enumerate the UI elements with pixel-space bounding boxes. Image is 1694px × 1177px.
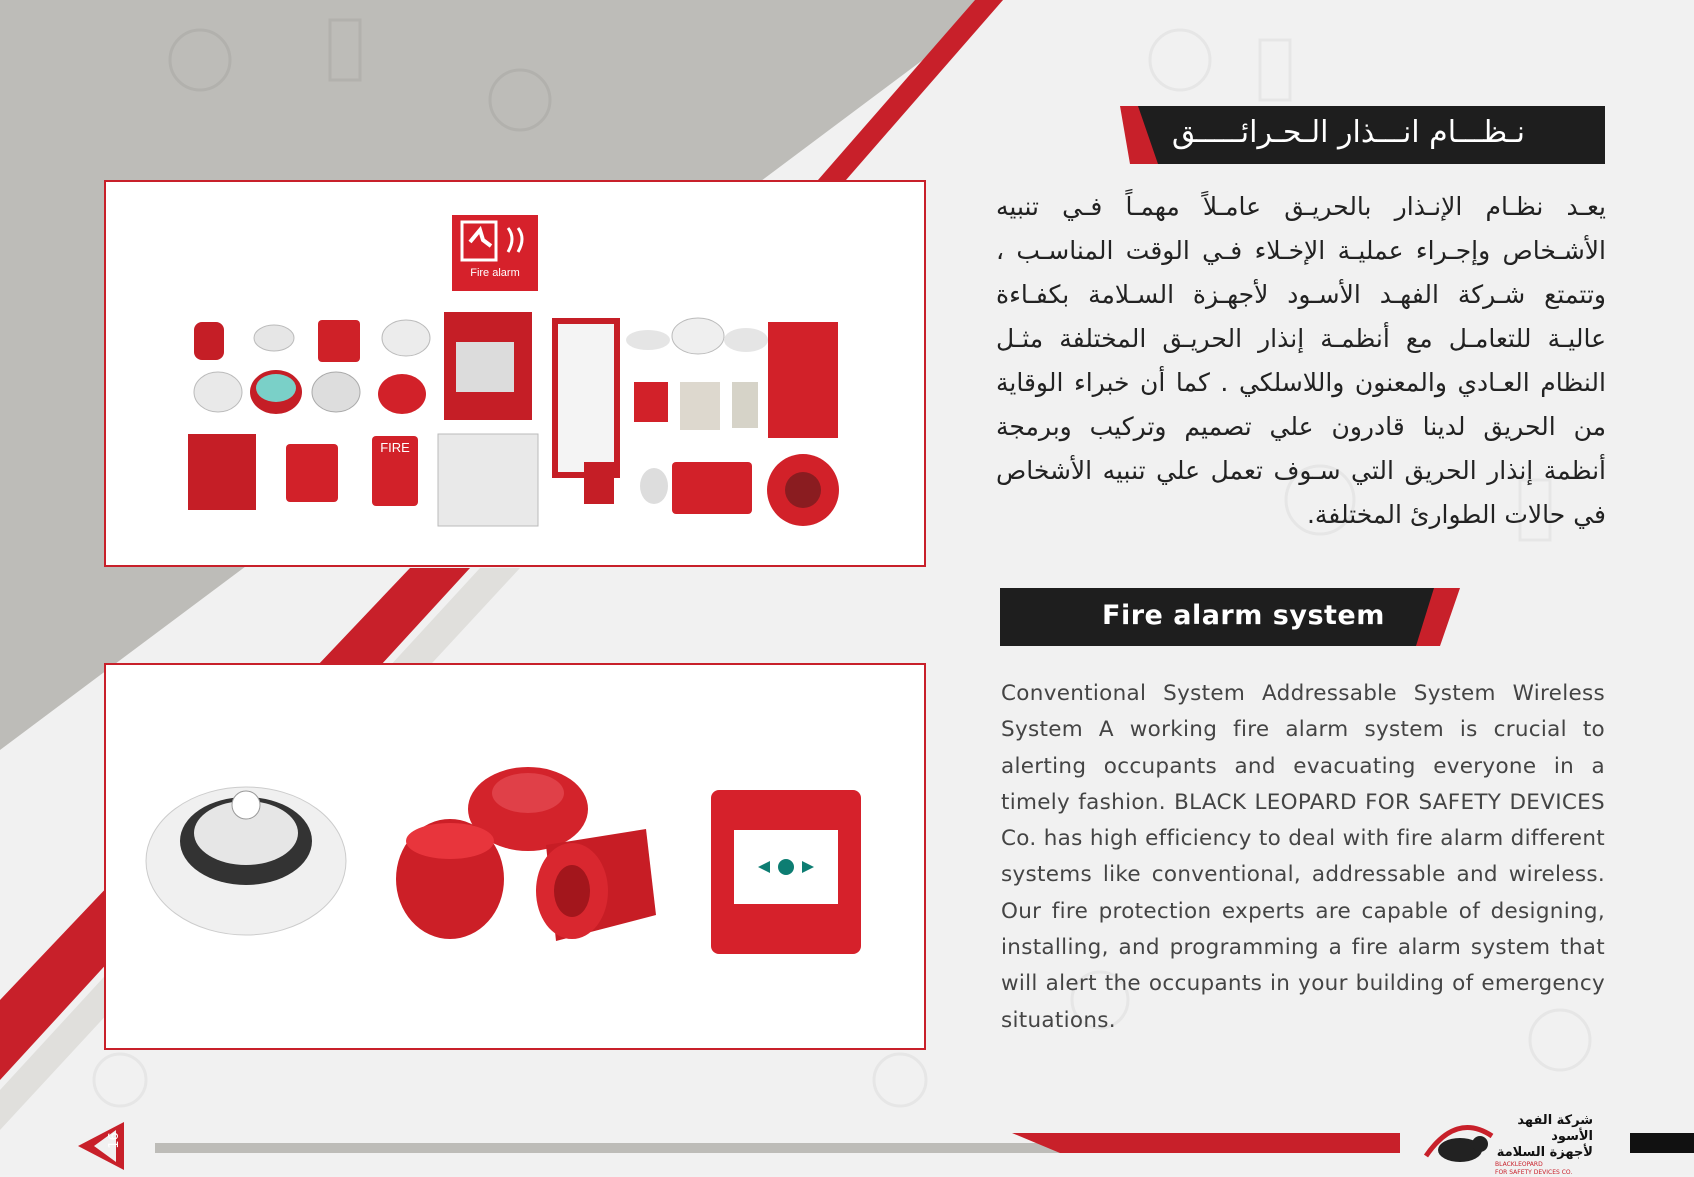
logo-name-ar-1: شركة الفهد الأسود xyxy=(1517,1113,1593,1144)
english-heading-banner xyxy=(1000,588,1460,646)
manual-call-point xyxy=(711,790,861,954)
arabic-heading: نـظـــام انـــذار الـحـرائـــــق xyxy=(1171,115,1525,150)
black-leopard-logo xyxy=(1420,1112,1496,1168)
smoke-detector xyxy=(146,787,346,935)
fire-alarm-products-image xyxy=(104,663,926,1050)
fire-alarm-devices-image xyxy=(104,180,926,567)
english-heading: Fire alarm system xyxy=(1102,600,1385,631)
arabic-heading-banner xyxy=(1120,106,1605,164)
alarm-bell-and-sounders xyxy=(396,767,656,941)
logo-name-ar-2: لأجهزة السلامة xyxy=(1496,1145,1593,1160)
logo-name-en-2: FOR SAFETY DEVICES CO. xyxy=(1495,1169,1573,1176)
company-logo-text xyxy=(1493,1113,1593,1177)
svg-text:Fire alarm: Fire alarm xyxy=(470,267,520,279)
logo-name-en-1: BLACKLEOPARD xyxy=(1495,1161,1543,1168)
svg-text:FIRE: FIRE xyxy=(380,440,410,455)
english-body-text: Conventional System Addressable System Wireless System A working fire alarm system is crucial to alerting occupants and evacuating everyone in a timely fashion. BLACK LEOPARD FOR SAFETY DEVICES Co. has high efficiency to deal with fire alarm different systems like conventional, addressable and wireless. Our fire protection experts are capable of designing, installing, and programming a fire alarm system that will alert the occupants in your building of emergency situations. xyxy=(1001,681,1605,1033)
fire-alarm-sign xyxy=(452,215,538,291)
arabic-body-text: يعـد نظـام الإنـذار بالحريـق عامـلاً مهمـاً فـي تنبيه الأشـخاص وإجـراء عمليـة الإخـلاء فـي الوقت المناسـب ، وتتمتع شـركة الفهـد الأسـود لأجهـزة السـلامة بكفـاءة عاليـة للتعامـل مع أنظمـة إنذار الحريـق المختلفة مثـل النظام العـادي والمعنون واللاسلكي . كما أن خبراء الوقاية من الحريق لدينا قادرون علي تصميم وتركيب وبرمجة أنظمة إنذار الحريق التي سـوف تعمل علي تنبيه الأشخاص في حالات الطوارئ المختلفة. xyxy=(996,192,1606,529)
page-number: 16 xyxy=(106,1132,122,1149)
